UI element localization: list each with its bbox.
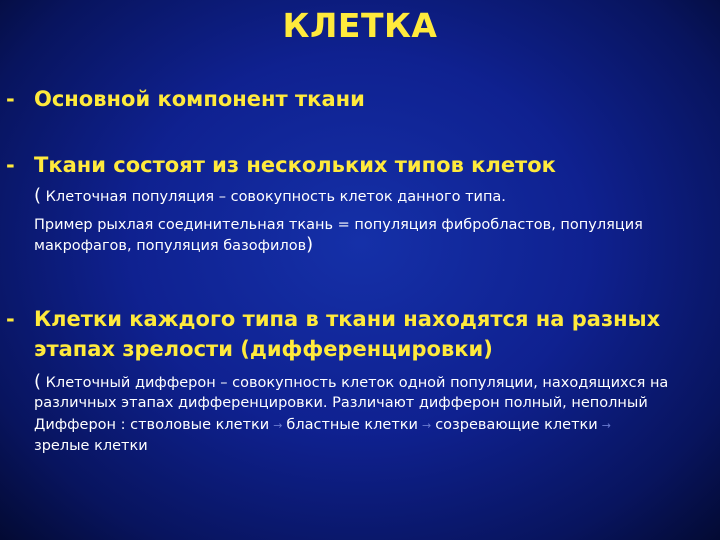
differon-definition [34,372,714,413]
arrow-right-icon: → [273,419,283,432]
differon-note [34,372,714,456]
arrow-right-icon: → [421,419,432,432]
slide-title: КЛЕТКА [282,6,438,45]
bullet-text: Клетки каждого типа в ткани находятся на разных этапах зрелости (дифференцировки) [34,307,661,361]
differon-stage-1: Дифферон : стволовые клетки [34,417,270,433]
bullet-text: Ткани состоят из нескольких типов клеток [34,153,556,177]
bullet-dash: - [6,307,15,331]
close-paren: ) [306,234,314,255]
differon-example [34,415,714,456]
arrow-right-icon: → [601,419,611,432]
open-paren: ( [34,185,42,206]
population-note [34,186,714,256]
differon-definition-text: Клеточный дифферон – совокупность клеток одной популяции, находящихся на различных этапах дифференцировки. Различают дифферон полный, неполный [34,375,669,411]
differon-stage-3: созревающие клетки [435,417,598,433]
open-paren: ( [34,371,42,392]
bullet-dash: - [6,87,15,111]
population-example-text: Пример рыхлая соединительная ткань = популяция фибробластов, популяция макрофагов, популяция базофилов [34,217,643,254]
bullet-text: Основной компонент ткани [34,87,365,111]
population-definition-text: Клеточная популяция – совокупность клеток данного типа. [45,189,506,205]
differon-stage-2: бластные клетки [286,417,418,433]
bullet-dash: - [6,153,15,177]
population-example [34,215,714,256]
differon-stage-4: зрелые клетки [34,438,148,454]
population-definition [34,186,714,207]
